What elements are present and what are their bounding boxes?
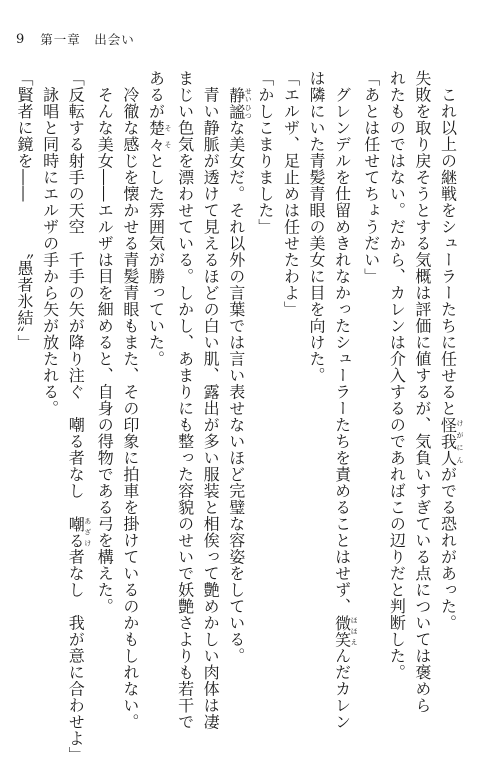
text-line: は隣にいた青髪青眼の美女に目を向けた。 xyxy=(307,70,327,384)
incantation-line: 「反転する射手の天空 千手の矢が降り注ぐ 嘲る者なし 嘲るあざけ者なし 我が意に合わせよ」 xyxy=(66,70,92,763)
dialogue-line: 「あとは任せてちょうだい」 xyxy=(361,70,381,285)
text-line: グレンデルを仕留めきれなかったシューラーたちを責めることはせず、微笑ほほえんだカレン xyxy=(332,70,359,730)
dialogue-line: 「エルザ、足止めは任せたわよ」 xyxy=(281,70,301,318)
text-line: 詠唱と同時にエルザの手から矢が放たれる。 xyxy=(40,70,60,417)
text-line: れたものではない。だから、カレンは介入するのであればこの辺りだと判断した。 xyxy=(387,70,407,681)
incantation-line: 「賢者に鏡を―― 〝愚者氷結〟」 xyxy=(15,70,34,351)
vertical-body-text xyxy=(11,70,464,763)
text-line: あるが楚々そそとした雰囲気が勝っていた。 xyxy=(146,70,172,367)
page-number: 9 xyxy=(16,31,25,47)
running-header xyxy=(16,30,135,48)
text-line: 青い静脈が透けて見えるほどの白い肌、露出が多い服装と相俟って艶めかしい肉体は凄 xyxy=(201,70,221,730)
chapter-title: 第一章 出会い xyxy=(40,32,135,47)
text-line: 静謐せいひつな美女だ。それ以外の言葉では言い表せないほど完璧な容姿をしている。 xyxy=(226,86,253,664)
text-line: 失敗を取り戻そうとする気概は評価に値するが、気負いすぎている点については褒めら xyxy=(412,70,432,714)
dialogue-line: 「かしこまりました」 xyxy=(255,70,275,235)
text-line: まじい色気を漂わせている。しかし、あまりにも整った容貌のせいで妖艶さよりも若干で xyxy=(175,70,195,730)
text-line: そんな美女――エルザは目を細めると、自身の得物である弓を構えた。 xyxy=(95,70,115,615)
text-line: 冷徹な感じを懐かせる青髪青眼もまた、その印象に拍車を掛けているのかもしれない。 xyxy=(120,70,140,730)
text-line: これ以上の継戦をシューラーたちに任せると怪我人けがにんがでる恐れがあった。 xyxy=(438,70,464,631)
